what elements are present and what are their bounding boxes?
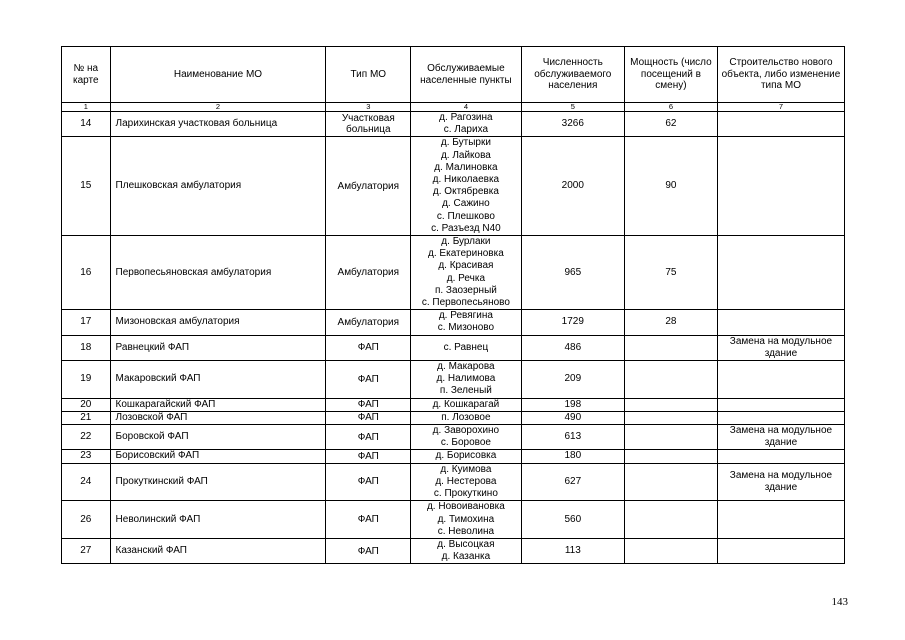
facility-type-cell <box>326 137 411 236</box>
capacity-cell <box>624 463 717 501</box>
facility-name-cell: Кошкарагайский ФАП <box>110 398 326 411</box>
construction-cell <box>717 538 844 563</box>
facility-name-cell: Мизоновская амбулатория <box>110 310 326 335</box>
facility-name-cell: Равнецкий ФАП <box>110 335 326 360</box>
population-cell: 486 <box>521 335 624 360</box>
column-number-cell: 7 <box>717 103 844 112</box>
settlements-cell <box>411 335 522 360</box>
settlement-item: д. Налимова <box>436 373 496 385</box>
population-cell: 613 <box>521 425 624 450</box>
population-cell: 560 <box>521 501 624 539</box>
column-number-cell: 5 <box>521 103 624 112</box>
row-number-cell: 23 <box>62 450 111 463</box>
settlements-cell <box>411 361 522 399</box>
facility-type-line: Участковая <box>341 113 395 125</box>
facility-type-cell <box>326 398 411 411</box>
settlement-item: д. Бурлаки <box>441 236 491 248</box>
settlement-item: с. Лариха <box>443 124 489 136</box>
facility-type-cell <box>326 411 411 424</box>
capacity-cell <box>624 425 717 450</box>
capacity-cell: 62 <box>624 112 717 137</box>
settlement-item: д. Рагозина <box>439 112 493 123</box>
medical-facilities-table <box>61 46 845 564</box>
table-row <box>62 398 845 411</box>
settlement-item: с. Первопесьяново <box>421 297 510 309</box>
settlement-item: п. Заозерный <box>434 284 497 296</box>
settlements-cell <box>411 411 522 424</box>
facility-type-cell <box>326 236 411 310</box>
capacity-cell <box>624 398 717 411</box>
facility-type-line: ФАП <box>357 373 379 385</box>
header-cell: Обслуживаемые населенные пункты <box>411 47 522 103</box>
population-cell: 113 <box>521 538 624 563</box>
settlements-cell <box>411 236 522 310</box>
facility-type-cell <box>326 425 411 450</box>
facility-type-cell <box>326 112 411 137</box>
table-row <box>62 463 845 501</box>
row-number-cell: 27 <box>62 538 111 563</box>
settlement-item: с. Разъезд N40 <box>431 222 501 234</box>
row-number-cell: 22 <box>62 425 111 450</box>
table-row <box>62 112 845 137</box>
capacity-cell <box>624 361 717 399</box>
capacity-cell <box>624 538 717 563</box>
row-number-cell: 14 <box>62 112 111 137</box>
facility-type-cell <box>326 361 411 399</box>
row-number-cell: 19 <box>62 361 111 399</box>
capacity-cell <box>624 450 717 463</box>
facility-type-cell <box>326 501 411 539</box>
facility-type-line: ФАП <box>357 514 379 526</box>
facility-type-cell <box>326 538 411 563</box>
population-cell: 180 <box>521 450 624 463</box>
table-row <box>62 335 845 360</box>
construction-cell <box>717 310 844 335</box>
settlement-item: с. Неволина <box>437 525 495 537</box>
capacity-cell <box>624 335 717 360</box>
settlement-item: п. Лозовое <box>441 411 491 423</box>
facility-type-line: больница <box>346 124 391 136</box>
construction-cell: Замена на модульное здание <box>717 335 844 360</box>
construction-cell <box>717 411 844 424</box>
facility-type-line: ФАП <box>357 451 379 463</box>
header-cell: Строительство нового объекта, либо изменение типа МО <box>717 47 844 103</box>
settlement-item: д. Новоивановка <box>426 501 505 513</box>
population-cell: 1729 <box>521 310 624 335</box>
settlement-item: д. Заворохино <box>432 425 500 437</box>
facility-type-cell <box>326 310 411 335</box>
settlement-item: п. Зеленый <box>439 385 492 397</box>
facility-type-line: ФАП <box>357 412 379 424</box>
construction-cell <box>717 450 844 463</box>
construction-cell: Замена на модульное здание <box>717 463 844 501</box>
settlement-item: д. Бутырки <box>440 137 491 149</box>
table-row <box>62 450 845 463</box>
construction-cell <box>717 236 844 310</box>
facility-type-cell <box>326 335 411 360</box>
row-number-cell: 15 <box>62 137 111 236</box>
facility-type-line: Амбулатория <box>337 180 400 192</box>
settlement-item: с. Прокуткино <box>433 488 498 500</box>
settlement-item: д. Красивая <box>438 260 494 272</box>
settlement-item: д. Лайкова <box>440 149 491 161</box>
settlement-item: д. Куимова <box>440 463 492 475</box>
facility-name-cell: Боровской ФАП <box>110 425 326 450</box>
settlements-cell <box>411 463 522 501</box>
settlement-item: с. Плешково <box>436 210 495 222</box>
settlements-cell <box>411 450 522 463</box>
header-cell: Тип МО <box>326 47 411 103</box>
column-number-row <box>62 103 845 112</box>
facility-name-cell: Казанский ФАП <box>110 538 326 563</box>
population-cell: 627 <box>521 463 624 501</box>
facility-type-line: ФАП <box>357 545 379 557</box>
row-number-cell: 26 <box>62 501 111 539</box>
facility-name-cell: Макаровский ФАП <box>110 361 326 399</box>
settlements-cell <box>411 425 522 450</box>
header-cell: № на карте <box>62 47 111 103</box>
settlement-item: д. Сажино <box>442 198 490 210</box>
settlement-item: д. Нестерова <box>435 475 497 487</box>
facility-type-line: ФАП <box>357 431 379 443</box>
header-cell: Мощность (число посещений в смену) <box>624 47 717 103</box>
row-number-cell: 21 <box>62 411 111 424</box>
page-number: 143 <box>831 596 848 608</box>
table-row <box>62 425 845 450</box>
settlements-cell <box>411 501 522 539</box>
facility-name-cell: Плешковская амбулатория <box>110 137 326 236</box>
facility-name-cell: Лозовской ФАП <box>110 411 326 424</box>
header-row <box>62 47 845 103</box>
settlement-item: д. Борисовка <box>435 450 497 462</box>
row-number-cell: 17 <box>62 310 111 335</box>
population-cell: 198 <box>521 398 624 411</box>
settlement-item: д. Макарова <box>437 361 495 373</box>
facility-type-line: ФАП <box>357 399 379 411</box>
table-row <box>62 538 845 563</box>
header-cell: Наименование МО <box>110 47 326 103</box>
row-number-cell: 16 <box>62 236 111 310</box>
facility-type-line: ФАП <box>357 342 379 354</box>
capacity-cell: 75 <box>624 236 717 310</box>
settlement-item: д. Кошкарагай <box>432 398 500 410</box>
table-row <box>62 501 845 539</box>
facility-type-line: Амбулатория <box>337 267 400 279</box>
settlement-item: д. Высоцкая <box>437 538 495 550</box>
row-number-cell: 24 <box>62 463 111 501</box>
construction-cell <box>717 137 844 236</box>
settlements-cell <box>411 398 522 411</box>
settlements-cell <box>411 310 522 335</box>
construction-cell <box>717 112 844 137</box>
row-number-cell: 20 <box>62 398 111 411</box>
facility-name-cell: Ларихинская участковая больница <box>110 112 326 137</box>
facility-type-cell <box>326 463 411 501</box>
construction-cell <box>717 398 844 411</box>
construction-cell <box>717 361 844 399</box>
settlements-cell <box>411 538 522 563</box>
settlement-item: д. Казанка <box>441 551 491 563</box>
settlements-cell <box>411 112 522 137</box>
settlement-item: д. Николаевка <box>432 174 500 186</box>
settlement-item: с. Боровое <box>440 437 491 449</box>
header-cell: Численность обслуживаемого населения <box>521 47 624 103</box>
facility-type-line: ФАП <box>357 476 379 488</box>
table-row <box>62 236 845 310</box>
facility-name-cell: Неволинский ФАП <box>110 501 326 539</box>
population-cell: 209 <box>521 361 624 399</box>
settlement-item: д. Екатериновка <box>428 248 504 260</box>
facility-type-line: Амбулатория <box>337 316 400 328</box>
column-number-cell: 1 <box>62 103 111 112</box>
settlement-item: д. Октябревка <box>432 186 499 198</box>
settlements-cell <box>411 137 522 236</box>
row-number-cell: 18 <box>62 335 111 360</box>
table-row <box>62 361 845 399</box>
settlement-item: д. Ревягина <box>438 310 493 322</box>
settlement-item: д. Речка <box>446 272 485 284</box>
population-cell: 490 <box>521 411 624 424</box>
construction-cell: Замена на модульное здание <box>717 425 844 450</box>
settlement-item: с. Мизоново <box>437 322 495 334</box>
facility-name-cell: Первопесьяновская амбулатория <box>110 236 326 310</box>
column-number-cell: 6 <box>624 103 717 112</box>
capacity-cell <box>624 411 717 424</box>
settlement-item: с. Равнец <box>443 341 489 353</box>
population-cell: 2000 <box>521 137 624 236</box>
column-number-cell: 3 <box>326 103 411 112</box>
table-row <box>62 137 845 236</box>
capacity-cell: 28 <box>624 310 717 335</box>
facility-name-cell: Борисовский ФАП <box>110 450 326 463</box>
table-row <box>62 310 845 335</box>
capacity-cell <box>624 501 717 539</box>
capacity-cell: 90 <box>624 137 717 236</box>
column-number-cell: 2 <box>110 103 326 112</box>
population-cell: 3266 <box>521 112 624 137</box>
construction-cell <box>717 501 844 539</box>
facility-type-cell <box>326 450 411 463</box>
population-cell: 965 <box>521 236 624 310</box>
facility-name-cell: Прокуткинский ФАП <box>110 463 326 501</box>
settlement-item: д. Малиновка <box>434 161 498 173</box>
table-body <box>62 112 845 564</box>
settlement-item: д. Тимохина <box>437 513 495 525</box>
table-row <box>62 411 845 424</box>
column-number-cell: 4 <box>411 103 522 112</box>
